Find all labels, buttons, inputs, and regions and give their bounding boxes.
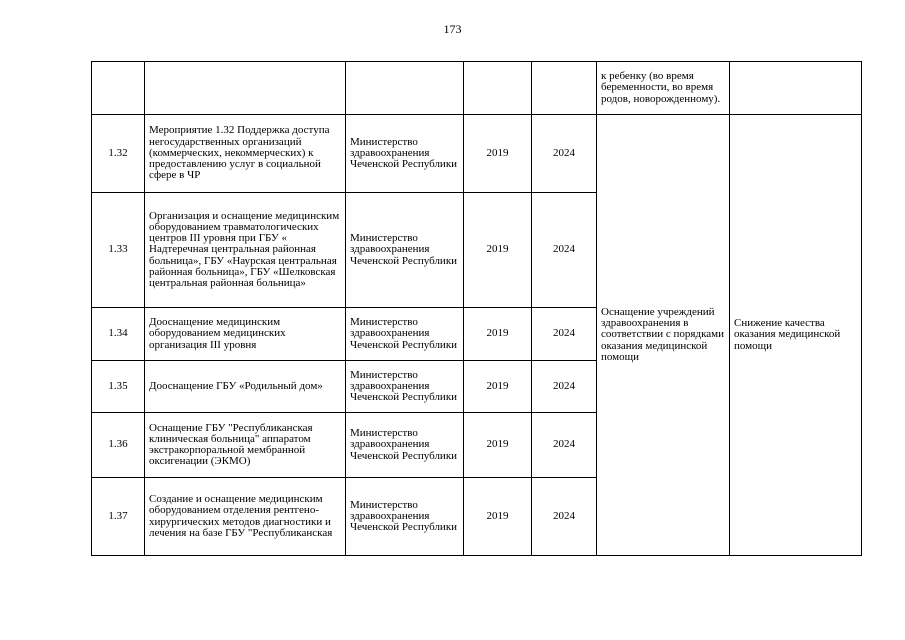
executor: Министерство здравоохранения Чеченской Республики: [346, 308, 464, 361]
row-number: 1.36: [92, 413, 145, 478]
table-row-continued: [92, 62, 862, 115]
activity-name: Дооснащение медицинским оборудованием медицинских организация III уровня: [145, 308, 346, 361]
executor: Министерство здравоохранения Чеченской Республики: [346, 413, 464, 478]
cell-risk: [730, 62, 862, 115]
table-row: [92, 115, 862, 193]
result-continued-text: к ребенку (во время беременности, во время родов, новорожденному).: [601, 70, 721, 105]
end-year: 2024: [532, 308, 597, 361]
cell-end: [532, 62, 597, 115]
activity-name: Мероприятие 1.32 Поддержка доступа негосударственных организаций (коммерческих, некоммерческих) к предоставлению услуг в социальной сфере в ЧР: [145, 115, 346, 193]
cell-executor: [346, 62, 464, 115]
start-year: 2019: [464, 115, 532, 193]
executor: Министерство здравоохранения Чеченской Республики: [346, 193, 464, 308]
row-number: 1.34: [92, 308, 145, 361]
start-year: 2019: [464, 308, 532, 361]
start-year: 2019: [464, 478, 532, 556]
end-year: 2024: [532, 361, 597, 413]
start-year: 2019: [464, 193, 532, 308]
start-year: 2019: [464, 413, 532, 478]
end-year: 2024: [532, 478, 597, 556]
activity-name: Дооснащение ГБУ «Родильный дом»: [145, 361, 346, 413]
cell-num: [92, 62, 145, 115]
activity-name: Оснащение ГБУ "Республиканская клиническая больница" аппаратом экстракорпоральной мембранной оксигенации (ЭКМО): [145, 413, 346, 478]
end-year: 2024: [532, 115, 597, 193]
page-number: 173: [443, 22, 462, 36]
activity-name: Создание и оснащение медицинским оборудованием отделения рентгено-хирургических методов диагностики и лечения на базе ГБУ "Республиканская: [145, 478, 346, 556]
end-year: 2024: [532, 413, 597, 478]
end-year: 2024: [532, 193, 597, 308]
executor: Министерство здравоохранения Чеченской Республики: [346, 115, 464, 193]
executor: Министерство здравоохранения Чеченской Республики: [346, 478, 464, 556]
cell-result-continued: [597, 62, 730, 115]
row-number: 1.37: [92, 478, 145, 556]
row-number: 1.33: [92, 193, 145, 308]
start-year: 2019: [464, 361, 532, 413]
cell-start: [464, 62, 532, 115]
executor: Министерство здравоохранения Чеченской Республики: [346, 361, 464, 413]
row-number: 1.35: [92, 361, 145, 413]
consequence-risk: Снижение качества оказания медицинской помощи: [730, 115, 862, 556]
row-number: 1.32: [92, 115, 145, 193]
activity-name: Организация и оснащение медицинским оборудованием травматологических центров III уровня при ГБУ « Надтеречная центральная районная больница», ГБУ «Наурская центральная районная больница», ГБУ «Шелковская центральная районная больница»: [145, 193, 346, 308]
cell-name: [145, 62, 346, 115]
activities-table: [91, 61, 862, 556]
expected-result: Оснащение учреждений здравоохранения в соответствии с порядками оказания медицинской помощи: [597, 115, 730, 556]
